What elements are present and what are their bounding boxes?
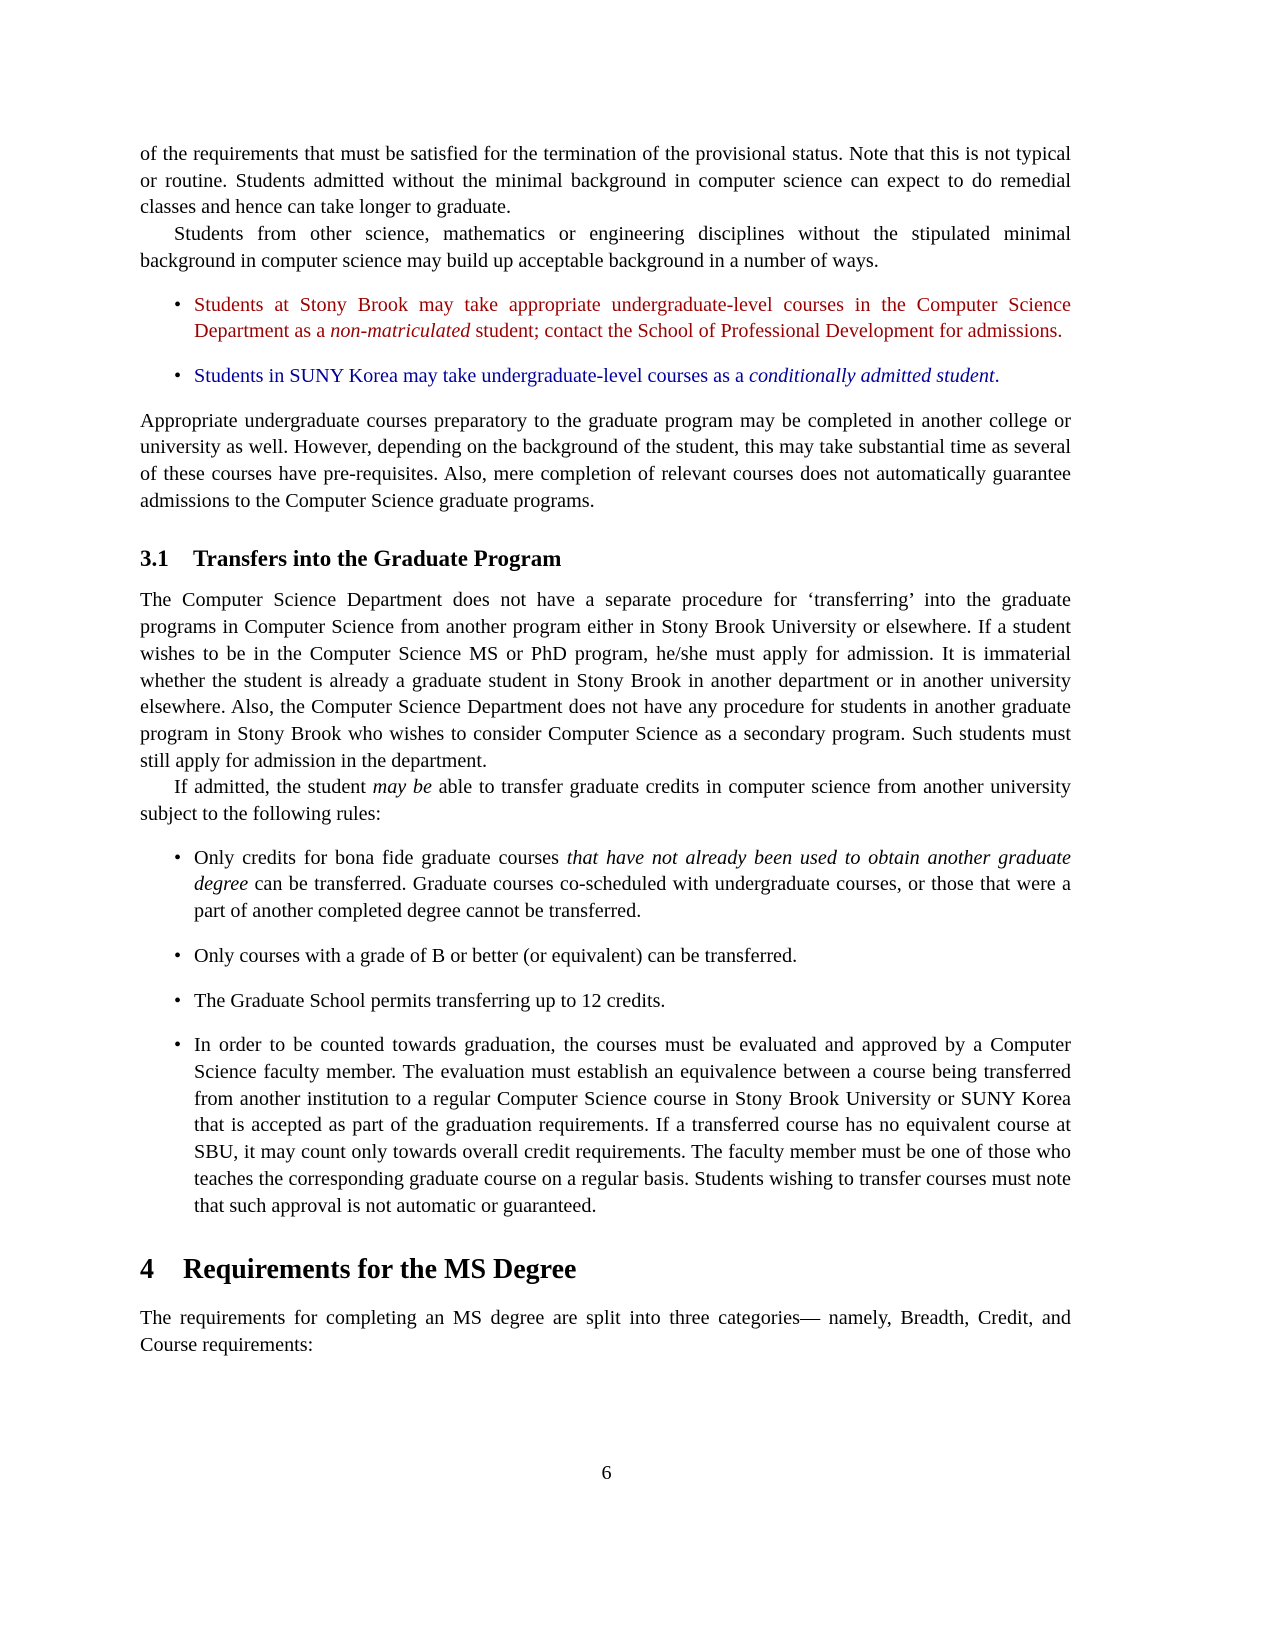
- page-number: 6: [601, 1462, 612, 1484]
- list-item-stony-brook-option: • Students at Stony Brook may take appropriate undergraduate-level courses in the Computer Science Department as a non-matriculated student; contact the School of Professional Development for admissions.: [174, 293, 1071, 343]
- paragraph-provisional-status: of the requirements that must be satisfied for the termination of the provisional status. Note that this is not typical or routine. Students admitted without the minimal background in computer science can expect to do remedial classes and hence can take longer to graduate.: [140, 143, 1071, 219]
- list-item-suny-korea-option: • Students in SUNY Korea may take undergraduate-level courses as a conditionally admitted student.: [140, 363, 1071, 390]
- bullet-icon: •: [174, 989, 182, 1012]
- list-item-rule: • Only credits for bona fide graduate courses that have not already been used to obtain another graduate degree can be transferred. Graduate courses co-scheduled with undergraduate courses, or those that were a part of another completed degree cannot be transferred.: [174, 846, 1072, 923]
- transfer-rules-list: [140, 845, 1071, 1219]
- bullet-icon: •: [174, 293, 182, 316]
- paragraph-ms-requirements: The requirements for completing an MS degree are split into three categories— namely, Breadth, Credit, and Course requirements:: [140, 1307, 1071, 1356]
- paragraph-transfer-credits: If admitted, the student may be able to transfer graduate credits in computer science from another university subject to the following rules:: [140, 776, 1071, 826]
- list-item-rule: • The Graduate School permits transferring up to 12 credits.: [140, 988, 1071, 1015]
- bullet-icon: •: [174, 846, 182, 869]
- section-title: Transfers into the Graduate Program: [193, 546, 562, 572]
- section-title: Requirements for the MS Degree: [183, 1254, 577, 1286]
- emphasis-may-be: may be: [372, 776, 432, 799]
- paragraph-transfers: The Computer Science Department does not have a separate procedure for ‘transferring’ into the graduate programs in Computer Science from another program either in Stony Brook University or elsewhere. If a student wishes to be in the Computer Science MS or PhD program, he/she must apply for admission. It is immaterial whether the student is already a graduate student in Stony Brook in another department or in another university elsewhere. Also, the Computer Science Department does not have any procedure for students in another graduate program in Stony Brook who wishes to consider Computer Science as a secondary program. Such students must still apply for admission in the department.: [140, 589, 1071, 772]
- section-heading-3-1: [140, 544, 1071, 574]
- section-heading-4: [140, 1253, 1071, 1287]
- list-item-rule: • In order to be counted towards graduation, the courses must be evaluated and approved by a Computer Science faculty member. The evaluation must establish an equivalence between a course being transferred from another institution to a regular Computer Science course in Stony Brook University or SUNY Korea that is accepted as part of the graduation requirements. If a transferred course has no equivalent course at SBU, it may count only towards overall credit requirements. The faculty member must be one of those who teaches the corresponding graduate course on a regular basis. Students wishing to transfer courses must note that such approval is not automatic or guaranteed.: [174, 1034, 1071, 1217]
- bullet-icon: •: [174, 1034, 182, 1057]
- bullet-icon: •: [174, 364, 182, 387]
- paragraph-preparatory-courses: Appropriate undergraduate courses preparatory to the graduate program may be completed in another college or university as well. However, depending on the background of the student, this may take substantial time as several of these courses have pre-requisites. Also, mere completion of relevant courses does not automatically guarantee admissions to the Computer Science graduate programs.: [140, 409, 1071, 512]
- paragraph-other-disciplines: Students from other science, mathematics or engineering disciplines without the stipulated minimal background in computer science may build up acceptable background in a number of ways.: [140, 223, 1071, 272]
- document-page: [140, 141, 1071, 1359]
- bullet-icon: •: [174, 944, 182, 967]
- emphasis-non-matriculated: non-matriculated: [330, 320, 471, 343]
- list-item-rule: • Only courses with a grade of B or better (or equivalent) can be transferred.: [140, 943, 1071, 970]
- emphasis-conditionally-admitted: conditionally admitted student: [749, 364, 995, 387]
- section-number: 3.1: [140, 546, 169, 572]
- section-number: 4: [140, 1254, 154, 1286]
- background-options-list: [140, 292, 1071, 390]
